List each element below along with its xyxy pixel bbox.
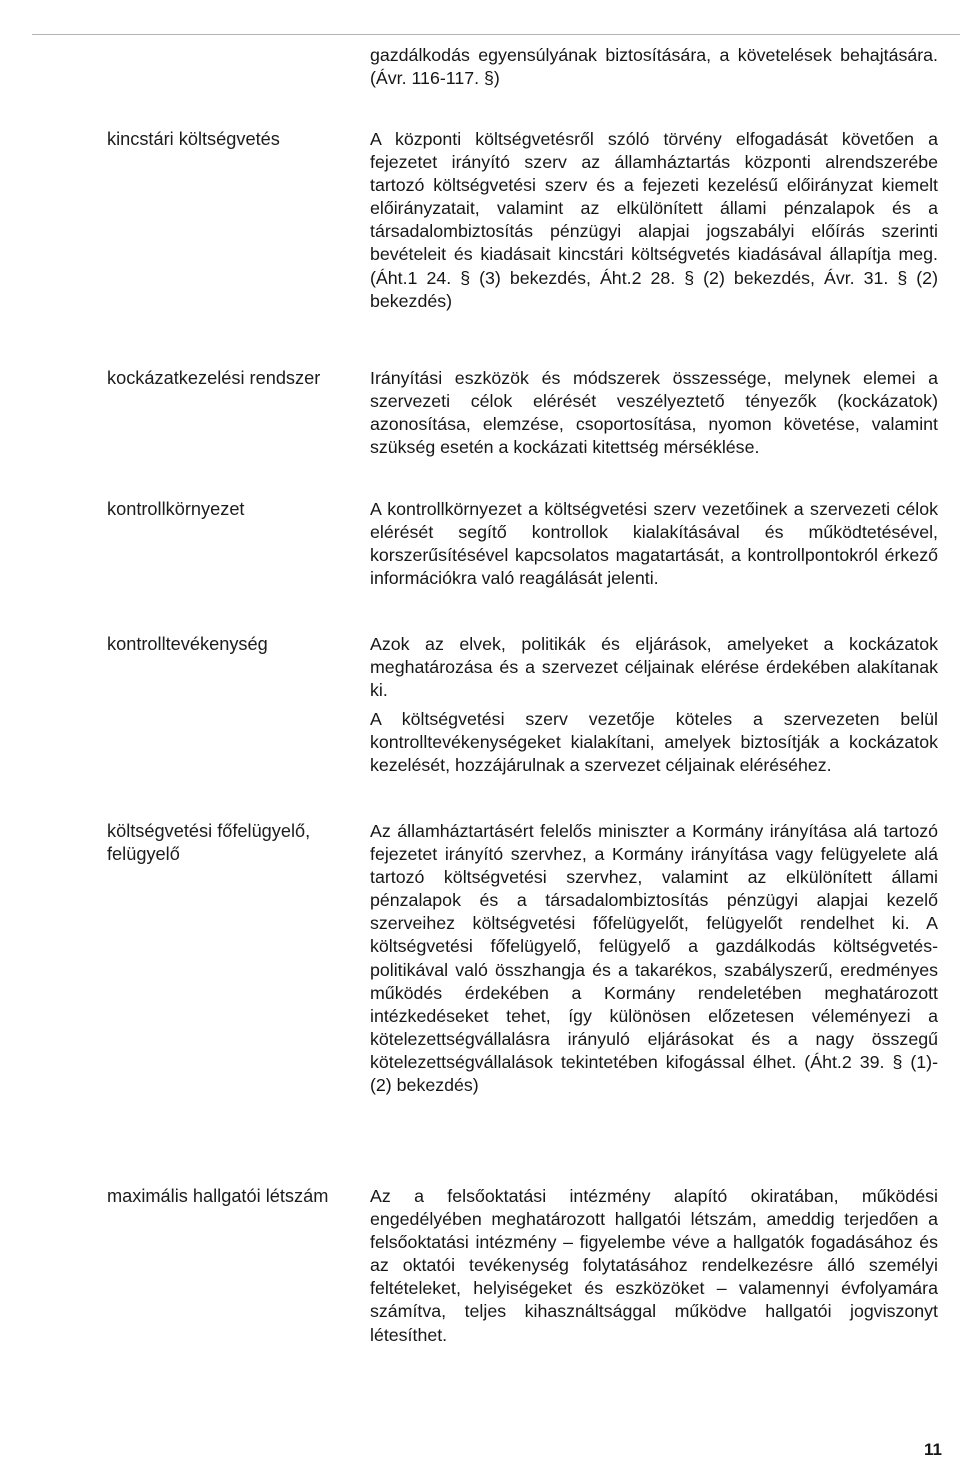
term-kockazatkezelesi-rendszer: kockázatkezelési rendszer [107, 368, 321, 388]
term-kontrolltevekenyseg: kontrolltevékenység [107, 634, 268, 654]
definition-kontrollkornyezet: A kontrollkörnyezet a költségvetési szerv vezetőinek a szervezeti célok elérését segítő kontrollok kialakításával és működtetésével, korszerűsítésével kapcsolatos magatartását, a kontrollpontokról érkező információkra való reagálását jelenti. [370, 499, 938, 589]
definition-kontrolltevekenyseg-p1: Azok az elvek, politikák és eljárások, amelyeket a kockázatok meghatározása és a szervezet céljainak elérése érdekében alakítanak ki. [370, 634, 938, 701]
definition-kontrolltevekenyseg-p2: A költségvetési szerv vezetője köteles a szervezeten belül kontrolltevékenységeket kialakítani, amelyek biztosítják a kockázatok kezelését, hozzájárulnak a szervezet céljainak eléréséhez. [370, 709, 938, 776]
term-kincstari-koltsegvetes: kincstári költségvetés [107, 129, 280, 149]
header-rule [32, 34, 960, 35]
term-kontrollkornyezet: kontrollkörnyezet [107, 499, 245, 519]
definition-koltsegvetesi-fofelugyelo: Az államháztartásért felelős miniszter a Kormány irányítása alá tartozó fejezetet irányító szervhez, a Kormány irányítása vagy felügyelete alá tartozó költségvetési szervhez, valamint az elkülönített állami pénzalapok és a társadalombiztosítás pénzügyi alapjai kezelő szerveihez költségvetési főfelügyelőt, felügyelőt rendelhet ki. A költségvetési főfelügyelő, felügyelő a gazdálkodás költségvetés-politikával való összhangja és a takarékos, szabályszerű, eredményes működés érdekében a Kormány rendeletében meghatározott intézkedéseket tehet, így különösen előzetesen véleményezi a kötelezettségvállalásra irányuló eljárásokat és a nagy összegű kötelezettségvállalások tekintetében kifogással élhet. (Áht.2 39. § (1)-(2) bekezdés) [370, 821, 938, 1096]
definition-kockazatkezelesi-rendszer: Irányítási eszközök és módszerek összessége, melynek elemei a szervezeti célok elérését veszélyeztető tényezők (kockázatok) azonosítása, elemzése, csoportosítása, nyomon követése, valamint szükség esetén a kockázati kitettség mérséklése. [370, 368, 938, 458]
definition-kincstari-koltsegvetes: A központi költségvetésről szóló törvény elfogadását követően a fejezetet irányító szerv az államháztartás központi alrendszerébe tartozó költségvetési szerv és a fejezeti kezelésű előirányzat kiemelt előirányzatait, valamint az elkülönített állami pénzalapok és a társadalombiztosítás pénzügyi alapjai jogszabályi előírás szerinti bevételeit és kiadásait kincstári költségvetés kiadásával állapítja meg. (Áht.1 24. § (3) bekezdés, Áht.2 28. § (2) bekezdés, Ávr. 31. § (2) bekezdés) [370, 129, 938, 311]
term-koltsegvetesi-fofelugyelo: költségvetési főfelügyelő, felügyelő [107, 821, 311, 865]
definition-maximalis-hallgatoi-letszam: Az a felsőoktatási intézmény alapító okiratában, működési engedélyében meghatározott hallgatói létszám, ameddig terjedően a felsőoktatási intézmény – figyelembe véve a hallgatók fogadásához és az oktatói tevékenység folytatásához rendelkezésre álló személyi feltételeket, helyiségeket és eszközöket – valamennyi évfolyamára számítva, teljes kihasználtsággal működve hallgatói jogviszonyt létesíthet. [370, 1186, 938, 1345]
term-maximalis-hallgatoi-letszam: maximális hallgatói létszám [107, 1186, 329, 1206]
definition-kontrolltevekenyseg [370, 633, 938, 778]
page-number: 11 [924, 1440, 942, 1459]
continuation-text: gazdálkodás egyensúlyának biztosítására, a követelések behajtására. (Ávr. 116-117. §) [370, 45, 938, 89]
